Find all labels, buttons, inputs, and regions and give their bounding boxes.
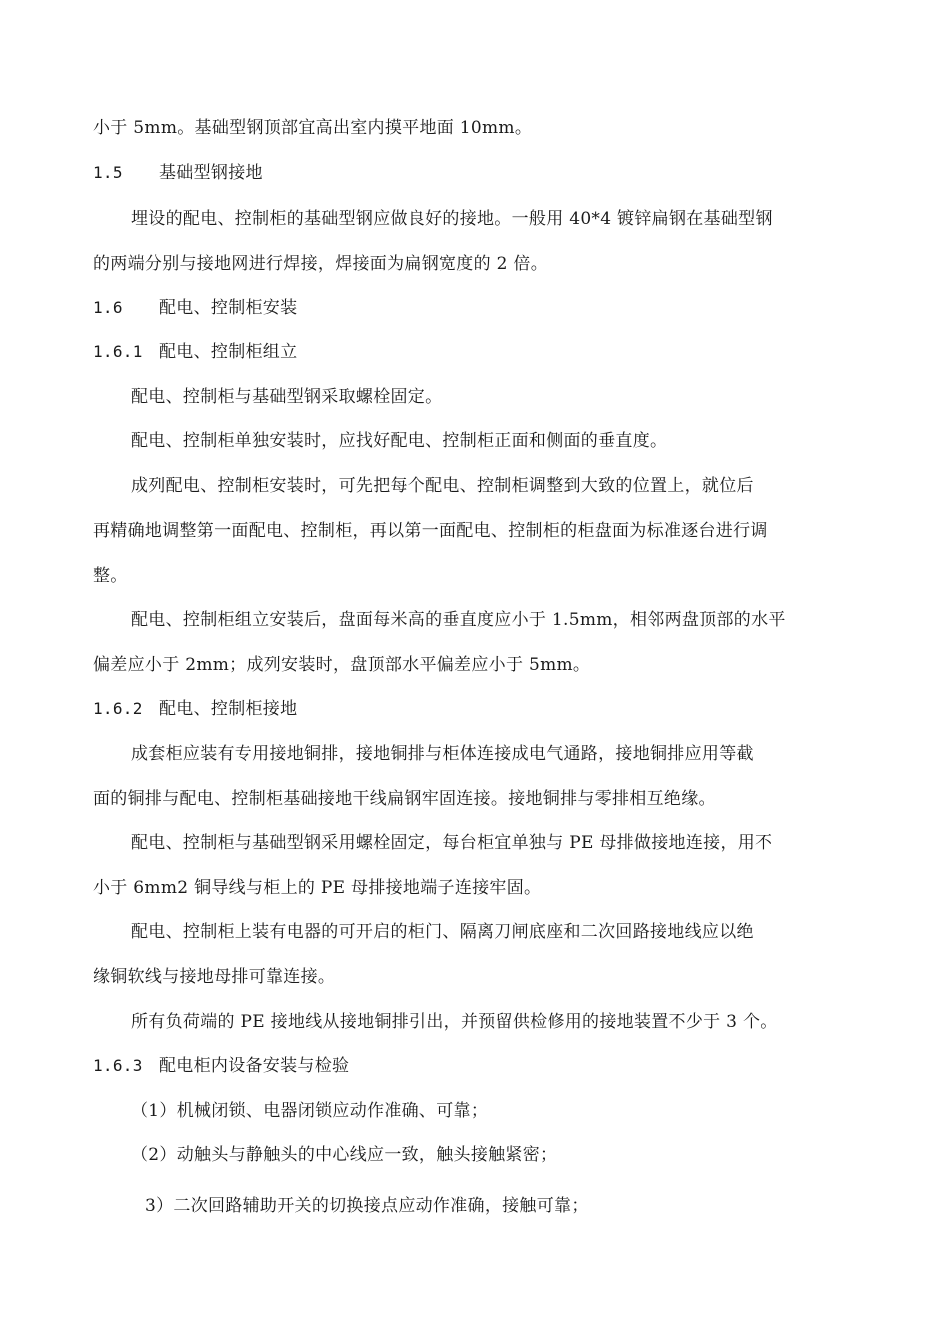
paragraph-line: 成套柜应装有专用接地铜排，接地铜排与柜体连接成电气通路，接地铜排应用等截 [131, 744, 754, 764]
section-heading-1-5 [93, 161, 263, 185]
paragraph-line: 再精确地调整第一面配电、控制柜，再以第一面配电、控制柜的柜盘面为标准逐台进行调 [93, 521, 768, 541]
heading-number: 1.6 [93, 298, 123, 317]
heading-title: 配电、控制柜接地 [159, 699, 298, 719]
section-heading-1-6 [93, 296, 297, 320]
paragraph-line: 小于 5mm。基础型钢顶部宜高出室内摸平地面 10mm。 [93, 118, 533, 138]
section-heading-1-6-1 [93, 340, 297, 364]
heading-number: 1.5 [93, 163, 123, 182]
paragraph-line: 偏差应小于 2mm；成列安装时，盘顶部水平偏差应小于 5mm。 [93, 655, 591, 675]
heading-number: 1.6.2 [93, 699, 143, 718]
paragraph-line: 成列配电、控制柜安装时，可先把每个配电、控制柜调整到大致的位置上，就位后 [131, 476, 754, 496]
list-item: 3）二次回路辅助开关的切换接点应动作准确，接触可靠； [145, 1196, 589, 1216]
heading-number: 1.6.3 [93, 1056, 143, 1075]
heading-number: 1.6.1 [93, 342, 143, 361]
paragraph-line: 面的铜排与配电、控制柜基础接地干线扁钢牢固连接。接地铜排与零排相互绝缘。 [93, 789, 716, 809]
section-heading-1-6-2 [93, 697, 297, 721]
heading-title: 基础型钢接地 [159, 163, 263, 183]
paragraph-line: 配电、控制柜与基础型钢采取螺栓固定。 [131, 387, 443, 407]
section-heading-1-6-3 [93, 1054, 349, 1078]
heading-title: 配电、控制柜组立 [159, 342, 298, 362]
list-item: （2）动触头与静触头的中心线应一致，触头接触紧密； [131, 1145, 558, 1165]
heading-title: 配电、控制柜安装 [159, 298, 298, 318]
paragraph-line: 整。 [93, 566, 128, 586]
paragraph-line: 配电、控制柜组立安装后，盘面每米高的垂直度应小于 1.5mm，相邻两盘顶部的水平 [131, 610, 786, 630]
heading-title: 配电柜内设备安装与检验 [159, 1056, 350, 1076]
paragraph-line: 小于 6mm2 铜导线与柜上的 PE 母排接地端子连接牢固。 [93, 878, 542, 898]
paragraph-line: 配电、控制柜单独安装时，应找好配电、控制柜正面和侧面的垂直度。 [131, 431, 668, 451]
paragraph-line: 缘铜软线与接地母排可靠连接。 [93, 967, 336, 987]
list-item: （1）机械闭锁、电器闭锁应动作准确、可靠； [131, 1101, 489, 1121]
paragraph-line: 的两端分别与接地网进行焊接，焊接面为扁钢宽度的 2 倍。 [93, 254, 549, 274]
paragraph-line: 配电、控制柜上装有电器的可开启的柜门、隔离刀闸底座和二次回路接地线应以绝 [131, 922, 754, 942]
paragraph-line: 配电、控制柜与基础型钢采用螺栓固定，每台柜宜单独与 PE 母排做接地连接，用不 [131, 833, 773, 853]
paragraph-line: 所有负荷端的 PE 接地线从接地铜排引出，并预留供检修用的接地装置不少于 3 个。 [131, 1012, 778, 1032]
paragraph-line: 埋设的配电、控制柜的基础型钢应做良好的接地。一般用 40*4 镀锌扁钢在基础型钢 [131, 209, 773, 229]
